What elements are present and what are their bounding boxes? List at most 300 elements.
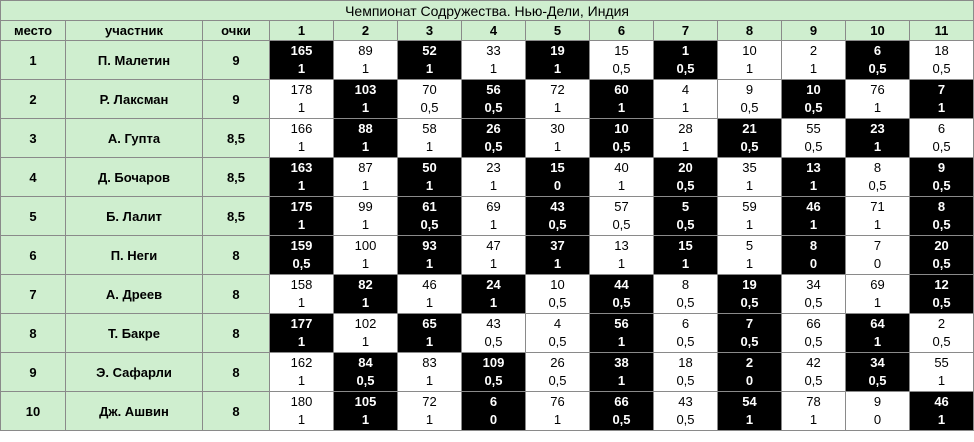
opponent-number: 55 — [934, 355, 949, 370]
opponent-number: 13 — [614, 238, 629, 253]
opponent-number: 72 — [550, 82, 565, 97]
opponent-number: 38 — [614, 355, 629, 370]
game-cell — [654, 158, 718, 197]
opponent-number: 57 — [614, 199, 629, 214]
opponent-number: 70 — [422, 82, 437, 97]
game-score: 1 — [937, 373, 946, 388]
opponent-number: 12 — [934, 277, 949, 292]
game-score: 0,5 — [804, 373, 823, 388]
opponent-number: 72 — [422, 394, 437, 409]
opponent-number: 7 — [745, 316, 754, 331]
opponent-number: 43 — [486, 316, 501, 331]
game-score: 1 — [553, 139, 562, 154]
game-score: 1 — [361, 217, 370, 232]
opponent-number: 20 — [678, 160, 693, 175]
game-cell — [398, 392, 462, 431]
game-cell — [590, 80, 654, 119]
game-score: 1 — [873, 334, 882, 349]
game-score: 1 — [425, 256, 434, 271]
game-score: 1 — [297, 61, 306, 76]
game-cell — [910, 158, 974, 197]
opponent-number: 159 — [290, 238, 313, 253]
opponent-number: 26 — [550, 355, 565, 370]
player-name: Т. Бакре — [66, 314, 203, 353]
player-name: Р. Лаксман — [66, 80, 203, 119]
points-cell: 8 — [203, 275, 270, 314]
opponent-number: 20 — [934, 238, 949, 253]
opponent-number: 26 — [486, 121, 501, 136]
game-cell — [846, 236, 910, 275]
game-cell — [590, 158, 654, 197]
game-score: 1 — [873, 217, 882, 232]
game-score: 0,5 — [740, 100, 759, 115]
game-score: 1 — [425, 295, 434, 310]
game-cell — [846, 353, 910, 392]
game-cell — [718, 314, 782, 353]
game-cell — [334, 314, 398, 353]
opponent-number: 109 — [482, 355, 505, 370]
game-score: 1 — [425, 334, 434, 349]
opponent-number: 83 — [422, 355, 437, 370]
opponent-number: 34 — [806, 277, 821, 292]
game-cell — [526, 236, 590, 275]
game-score: 1 — [361, 256, 370, 271]
game-cell — [526, 197, 590, 236]
game-cell — [718, 197, 782, 236]
game-score: 0,5 — [420, 217, 439, 232]
game-score: 0 — [873, 256, 882, 271]
points-cell: 8,5 — [203, 197, 270, 236]
game-score: 0 — [873, 412, 882, 427]
game-score: 1 — [745, 256, 754, 271]
opponent-number: 87 — [358, 160, 373, 175]
opponent-number: 162 — [290, 355, 313, 370]
game-cell — [270, 236, 334, 275]
opponent-number: 61 — [422, 199, 437, 214]
game-score: 1 — [553, 61, 562, 76]
opponent-number: 60 — [614, 82, 629, 97]
place-cell: 9 — [1, 353, 66, 392]
header-round-8: 8 — [718, 21, 782, 41]
opponent-number: 103 — [354, 82, 377, 97]
game-score: 0,5 — [804, 139, 823, 154]
player-name: А. Гупта — [66, 119, 203, 158]
header-round-6: 6 — [590, 21, 654, 41]
game-cell — [398, 275, 462, 314]
game-score: 0 — [809, 256, 818, 271]
opponent-number: 64 — [870, 316, 885, 331]
opponent-number: 19 — [742, 277, 757, 292]
game-score: 1 — [361, 61, 370, 76]
game-cell — [526, 353, 590, 392]
opponent-number: 9 — [745, 82, 754, 97]
points-cell: 9 — [203, 80, 270, 119]
opponent-number: 175 — [290, 199, 313, 214]
game-score: 0,5 — [484, 100, 503, 115]
opponent-number: 7 — [937, 82, 946, 97]
opponent-number: 82 — [358, 277, 373, 292]
opponent-number: 99 — [358, 199, 373, 214]
game-score: 1 — [681, 139, 690, 154]
game-score: 0,5 — [804, 100, 823, 115]
points-cell: 8,5 — [203, 119, 270, 158]
game-score: 0,5 — [932, 295, 951, 310]
opponent-number: 59 — [742, 199, 757, 214]
opponent-number: 4 — [681, 82, 690, 97]
opponent-number: 84 — [358, 355, 373, 370]
game-cell — [654, 392, 718, 431]
game-score: 1 — [553, 100, 562, 115]
opponent-number: 6 — [681, 316, 690, 331]
game-cell — [782, 197, 846, 236]
game-score: 0,5 — [868, 373, 887, 388]
place-cell: 5 — [1, 197, 66, 236]
game-cell — [782, 392, 846, 431]
opponent-number: 9 — [937, 160, 946, 175]
game-score: 0,5 — [740, 295, 759, 310]
game-score: 0,5 — [804, 334, 823, 349]
opponent-number: 13 — [806, 160, 821, 175]
header-points: очки — [203, 21, 270, 41]
opponent-number: 43 — [550, 199, 565, 214]
player-name: П. Неги — [66, 236, 203, 275]
place-cell: 7 — [1, 275, 66, 314]
game-cell — [910, 314, 974, 353]
game-score: 1 — [617, 178, 626, 193]
game-score: 0,5 — [932, 139, 951, 154]
game-score: 0 — [553, 178, 562, 193]
game-score: 0,5 — [548, 295, 567, 310]
opponent-number: 165 — [290, 43, 313, 58]
opponent-number: 42 — [806, 355, 821, 370]
opponent-number: 56 — [614, 316, 629, 331]
game-score: 1 — [617, 373, 626, 388]
opponent-number: 56 — [486, 82, 501, 97]
game-cell — [526, 80, 590, 119]
opponent-number: 180 — [290, 394, 313, 409]
table-row — [1, 119, 974, 158]
game-score: 0,5 — [612, 217, 631, 232]
game-score: 1 — [809, 412, 818, 427]
opponent-number: 8 — [681, 277, 690, 292]
place-cell: 4 — [1, 158, 66, 197]
game-score: 1 — [361, 100, 370, 115]
game-score: 0,5 — [420, 100, 439, 115]
game-cell — [782, 314, 846, 353]
opponent-number: 21 — [742, 121, 757, 136]
opponent-number: 2 — [937, 316, 946, 331]
game-cell — [398, 119, 462, 158]
game-cell — [334, 236, 398, 275]
game-score: 1 — [297, 139, 306, 154]
game-cell — [590, 41, 654, 80]
table-row — [1, 236, 974, 275]
game-score: 1 — [361, 412, 370, 427]
points-cell: 8 — [203, 353, 270, 392]
player-name: Дж. Ашвин — [66, 392, 203, 431]
header-round-10: 10 — [846, 21, 910, 41]
header-round-7: 7 — [654, 21, 718, 41]
opponent-number: 50 — [422, 160, 437, 175]
game-cell — [718, 353, 782, 392]
opponent-number: 163 — [290, 160, 313, 175]
opponent-number: 46 — [806, 199, 821, 214]
game-cell — [462, 236, 526, 275]
game-cell — [462, 314, 526, 353]
game-cell — [590, 236, 654, 275]
opponent-number: 7 — [873, 238, 882, 253]
game-score: 1 — [873, 100, 882, 115]
game-cell — [846, 275, 910, 314]
game-score: 1 — [297, 295, 306, 310]
game-score: 0,5 — [484, 139, 503, 154]
game-cell — [782, 353, 846, 392]
opponent-number: 30 — [550, 121, 565, 136]
opponent-number: 71 — [870, 199, 885, 214]
opponent-number: 8 — [937, 199, 946, 214]
points-cell: 8,5 — [203, 158, 270, 197]
header-player: участник — [66, 21, 203, 41]
table-row — [1, 80, 974, 119]
game-cell — [270, 80, 334, 119]
header-round-1: 1 — [270, 21, 334, 41]
game-cell — [910, 353, 974, 392]
game-cell — [718, 236, 782, 275]
game-cell — [590, 197, 654, 236]
opponent-number: 18 — [934, 43, 949, 58]
game-score: 1 — [681, 256, 690, 271]
opponent-number: 6 — [873, 43, 882, 58]
game-cell — [270, 119, 334, 158]
game-cell — [462, 197, 526, 236]
game-cell — [398, 314, 462, 353]
game-score: 1 — [489, 295, 498, 310]
game-cell — [590, 314, 654, 353]
game-score: 1 — [809, 61, 818, 76]
game-cell — [334, 41, 398, 80]
game-score: 1 — [809, 178, 818, 193]
game-cell — [334, 275, 398, 314]
game-score: 1 — [873, 139, 882, 154]
game-score: 1 — [297, 412, 306, 427]
game-cell — [590, 275, 654, 314]
game-cell — [654, 197, 718, 236]
opponent-number: 44 — [614, 277, 629, 292]
game-score: 0,5 — [292, 256, 311, 271]
opponent-number: 10 — [550, 277, 565, 292]
game-score: 1 — [297, 217, 306, 232]
place-cell: 6 — [1, 236, 66, 275]
opponent-number: 66 — [614, 394, 629, 409]
opponent-number: 19 — [550, 43, 565, 58]
opponent-number: 40 — [614, 160, 629, 175]
game-score: 0,5 — [484, 334, 503, 349]
game-score: 1 — [617, 256, 626, 271]
opponent-number: 65 — [422, 316, 437, 331]
opponent-number: 2 — [745, 355, 754, 370]
opponent-number: 24 — [486, 277, 501, 292]
opponent-number: 177 — [290, 316, 313, 331]
game-score: 0,5 — [676, 217, 695, 232]
game-cell — [526, 158, 590, 197]
game-score: 0,5 — [676, 178, 695, 193]
opponent-number: 10 — [742, 43, 757, 58]
game-cell — [718, 158, 782, 197]
game-score: 1 — [489, 256, 498, 271]
opponent-number: 4 — [553, 316, 562, 331]
opponent-number: 35 — [742, 160, 757, 175]
player-name: Д. Бочаров — [66, 158, 203, 197]
game-cell — [270, 353, 334, 392]
game-cell — [526, 314, 590, 353]
game-score: 0,5 — [676, 334, 695, 349]
opponent-number: 23 — [870, 121, 885, 136]
opponent-number: 15 — [678, 238, 693, 253]
opponent-number: 18 — [678, 355, 693, 370]
table-row — [1, 314, 974, 353]
opponent-number: 10 — [806, 82, 821, 97]
game-cell — [462, 353, 526, 392]
opponent-number: 166 — [290, 121, 313, 136]
game-cell — [526, 392, 590, 431]
game-score: 1 — [489, 61, 498, 76]
game-cell — [654, 41, 718, 80]
game-score: 0,5 — [676, 412, 695, 427]
game-score: 1 — [361, 178, 370, 193]
table-row — [1, 275, 974, 314]
game-cell — [398, 197, 462, 236]
game-cell — [846, 392, 910, 431]
game-score: 1 — [937, 100, 946, 115]
opponent-number: 55 — [806, 121, 821, 136]
game-cell — [846, 119, 910, 158]
opponent-number: 88 — [358, 121, 373, 136]
game-score: 1 — [297, 334, 306, 349]
game-score: 1 — [297, 178, 306, 193]
table-row — [1, 158, 974, 197]
opponent-number: 69 — [870, 277, 885, 292]
opponent-number: 46 — [422, 277, 437, 292]
opponent-number: 47 — [486, 238, 501, 253]
table-title: Чемпионат Содружества. Нью-Дели, Индия — [1, 1, 974, 21]
game-cell — [718, 119, 782, 158]
game-cell — [846, 197, 910, 236]
place-cell: 8 — [1, 314, 66, 353]
game-score: 1 — [489, 217, 498, 232]
game-score: 0,5 — [740, 139, 759, 154]
game-score: 1 — [617, 100, 626, 115]
game-cell — [270, 158, 334, 197]
opponent-number: 78 — [806, 394, 821, 409]
game-cell — [526, 275, 590, 314]
game-score: 1 — [745, 412, 754, 427]
game-score: 1 — [425, 412, 434, 427]
game-score: 0,5 — [932, 178, 951, 193]
game-score: 1 — [297, 100, 306, 115]
opponent-number: 15 — [550, 160, 565, 175]
game-score: 0,5 — [548, 217, 567, 232]
game-score: 0,5 — [612, 295, 631, 310]
game-cell — [270, 197, 334, 236]
player-name: П. Малетин — [66, 41, 203, 80]
game-cell — [910, 41, 974, 80]
opponent-number: 76 — [550, 394, 565, 409]
opponent-number: 76 — [870, 82, 885, 97]
opponent-number: 102 — [354, 316, 377, 331]
game-cell — [654, 275, 718, 314]
game-cell — [782, 158, 846, 197]
table-row — [1, 353, 974, 392]
opponent-number: 23 — [486, 160, 501, 175]
game-score: 0,5 — [612, 61, 631, 76]
game-score: 1 — [489, 178, 498, 193]
game-cell — [910, 392, 974, 431]
opponent-number: 6 — [937, 121, 946, 136]
game-score: 0,5 — [484, 373, 503, 388]
game-score: 1 — [425, 178, 434, 193]
points-cell: 9 — [203, 41, 270, 80]
opponent-number: 33 — [486, 43, 501, 58]
opponent-number: 10 — [614, 121, 629, 136]
opponent-number: 158 — [290, 277, 313, 292]
header-round-5: 5 — [526, 21, 590, 41]
opponent-number: 6 — [489, 394, 498, 409]
player-name: Б. Лалит — [66, 197, 203, 236]
game-cell — [398, 80, 462, 119]
place-cell: 2 — [1, 80, 66, 119]
game-score: 0,5 — [804, 295, 823, 310]
game-cell — [782, 41, 846, 80]
game-score: 0,5 — [676, 373, 695, 388]
opponent-number: 52 — [422, 43, 437, 58]
game-score: 1 — [361, 295, 370, 310]
points-cell: 8 — [203, 314, 270, 353]
opponent-number: 100 — [354, 238, 377, 253]
game-cell — [270, 41, 334, 80]
game-cell — [654, 353, 718, 392]
opponent-number: 28 — [678, 121, 693, 136]
header-round-11: 11 — [910, 21, 974, 41]
game-cell — [718, 80, 782, 119]
game-score: 0,5 — [676, 295, 695, 310]
game-cell — [398, 41, 462, 80]
game-score: 0,5 — [612, 139, 631, 154]
game-score: 0,5 — [868, 61, 887, 76]
game-cell — [462, 41, 526, 80]
game-score: 0,5 — [612, 412, 631, 427]
game-cell — [462, 275, 526, 314]
opponent-number: 89 — [358, 43, 373, 58]
game-score: 0,5 — [932, 334, 951, 349]
game-cell — [462, 80, 526, 119]
opponent-number: 1 — [681, 43, 690, 58]
opponent-number: 58 — [422, 121, 437, 136]
game-cell — [462, 119, 526, 158]
game-score: 0,5 — [548, 373, 567, 388]
game-score: 0,5 — [932, 61, 951, 76]
game-cell — [334, 197, 398, 236]
header-round-9: 9 — [782, 21, 846, 41]
game-cell — [270, 275, 334, 314]
game-score: 0,5 — [676, 61, 695, 76]
game-score: 1 — [617, 334, 626, 349]
opponent-number: 34 — [870, 355, 885, 370]
game-cell — [334, 158, 398, 197]
game-score: 1 — [425, 373, 434, 388]
game-score: 1 — [745, 178, 754, 193]
game-score: 0,5 — [740, 334, 759, 349]
opponent-number: 9 — [873, 394, 882, 409]
